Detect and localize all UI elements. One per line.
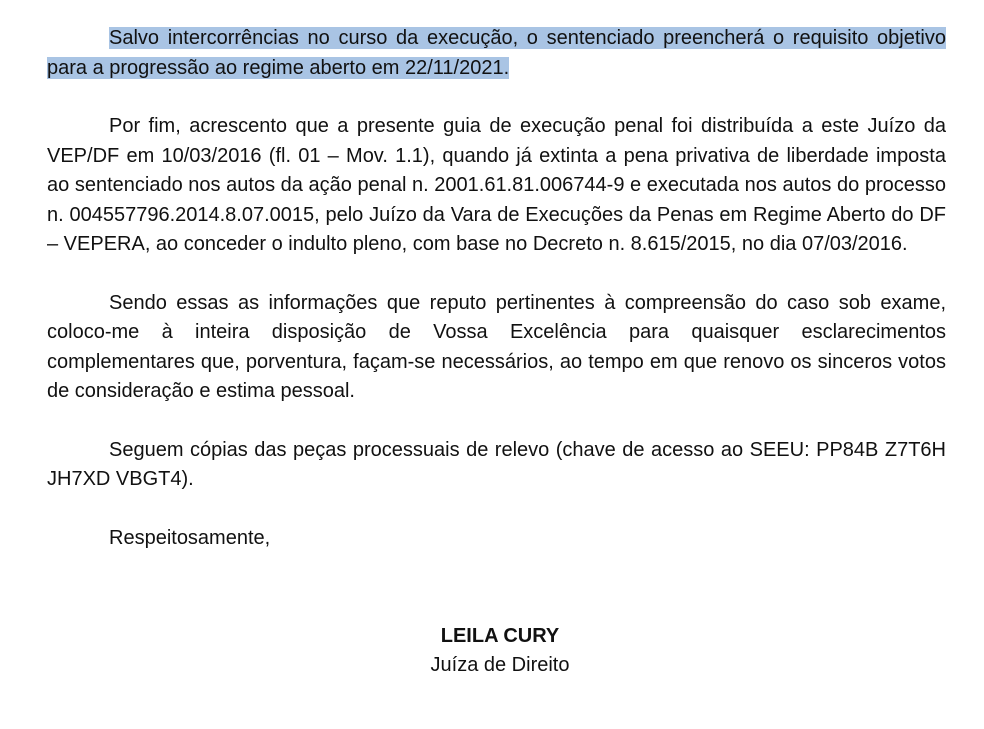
text-selection-highlight[interactable]: Salvo intercorrências no curso da execução, o sentenciado preencherá o requisito objetivo para a progressão ao regime aberto em 22/11/2021. [47, 27, 946, 79]
signatory-role: Juíza de Direito [430, 654, 570, 676]
paragraph-closing-remarks: Sendo essas as informações que reputo pertinentes à compreensão do caso sob exame, coloco-me à inteira disposição de Vossa Excelência para quaisquer esclarecimentos complementares que, porventura, façam-se necessários, ao tempo em que renovo os sinceros votos de consideração e estima pessoal. [47, 291, 946, 402]
paragraph-attachments-access-key: Seguem cópias das peças processuais de relevo (chave de acesso ao SEEU: PP84B Z7T6H JH7XD VBGT4). [47, 438, 946, 490]
signature-block [0, 622, 984, 680]
document-body [47, 24, 946, 553]
paragraph-progression-date [47, 24, 946, 83]
paragraph-salutation: Respeitosamente, [109, 526, 271, 549]
paragraph-execution-history: Por fim, acrescento que a presente guia de execução penal foi distribuída a este Juízo da VEP/DF em 10/03/2016 (fl. 01 – Mov. 1.1), quando já extinta a pena privativa de liberdade imposta ao sentenciado nos autos da ação penal n. 2001.61.81.006744-9 e executada nos autos do processo n. 004557796.2014.8.07.0015, pelo Juízo da Vara de Execuções da Penas em Regime Aberto do DF – VEPERA, ao conceder o indulto pleno, com base no Decreto n. 8.615/2015, no dia 07/03/2016. [47, 115, 946, 255]
signatory-name: LEILA CURY [440, 625, 560, 647]
